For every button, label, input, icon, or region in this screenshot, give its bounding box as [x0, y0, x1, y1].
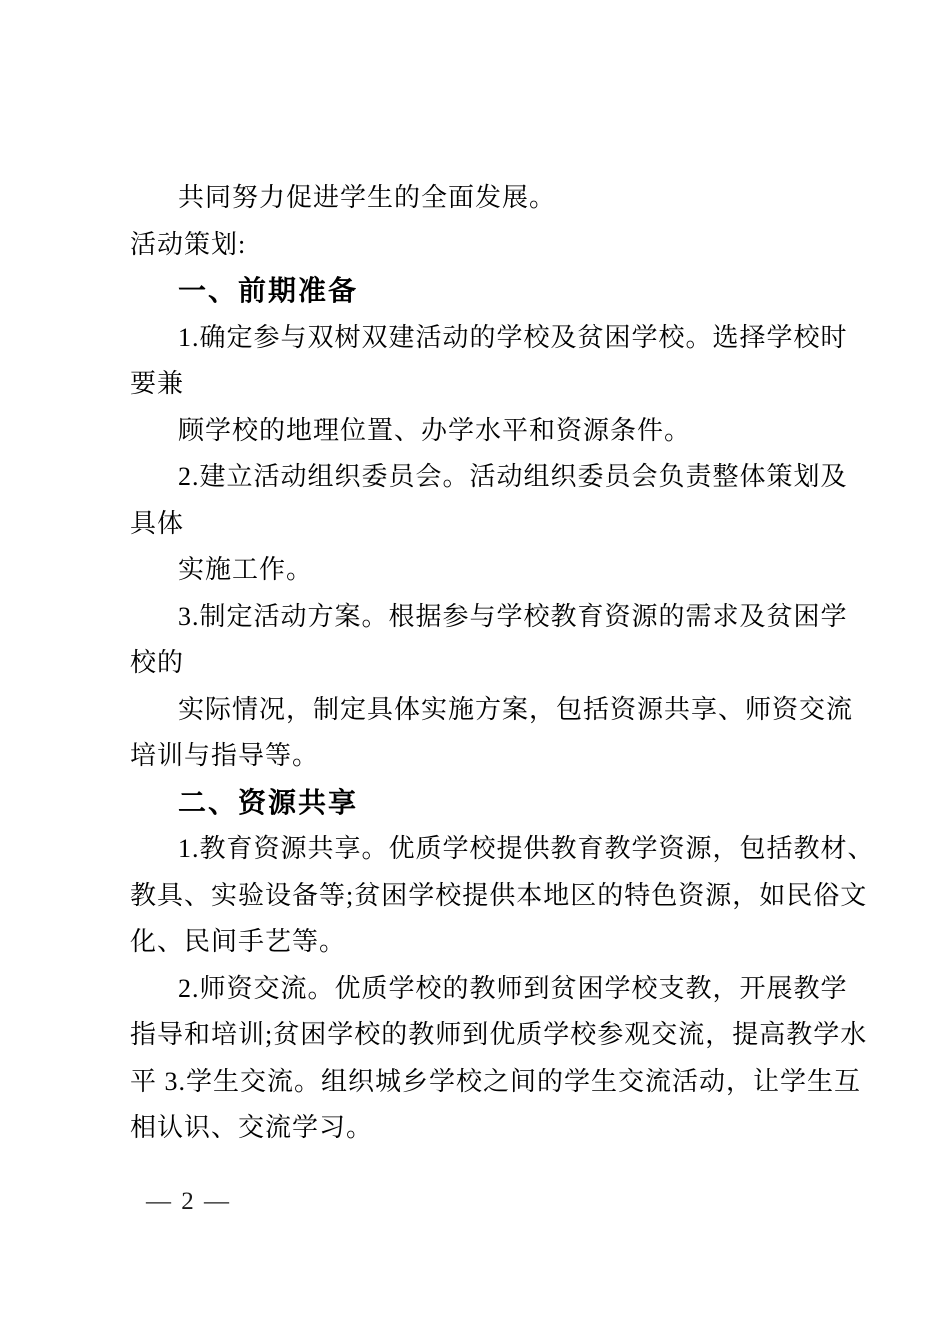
text-line: 3.制定活动方案。根据参与学校教育资源的需求及贫困学	[178, 601, 848, 631]
text-line: 化、民间手艺等。	[130, 927, 347, 956]
text-line: 具体	[130, 508, 185, 538]
text-line: 实施工作。	[178, 555, 314, 584]
text-line: 2.师资交流。优质学校的教师到贫困学校支教，开展教学	[178, 973, 848, 1003]
page-footer	[146, 1184, 231, 1220]
text-line: 共同努力促进学生的全面发展。	[178, 183, 557, 212]
text-line: 1.确定参与双树双建活动的学校及贫困学校。选择学校时	[178, 322, 848, 352]
section-heading: 二、资源共享	[178, 786, 359, 818]
text-line: 要兼	[130, 369, 185, 398]
text-line: 指导和培训;贫困学校的教师到优质学校参观交流，提高教学水	[130, 1020, 868, 1049]
text-line: 顾学校的地理位置、办学水平和资源条件。	[178, 415, 692, 445]
text-line: 活动策划:	[130, 229, 247, 259]
section-heading: 一、前期准备	[178, 275, 359, 306]
page-number: — 2 —	[146, 1188, 231, 1215]
text-line: 相认识、交流学习。	[130, 1113, 374, 1142]
text-line: 1.教育资源共享。优质学校提供教育教学资源，包括教材、	[178, 834, 875, 863]
text-line: 教具、实验设备等;贫困学校提供本地区的特色资源，如民俗文	[130, 880, 868, 910]
document-body	[130, 175, 875, 1152]
text-line: 平 3.学生交流。组织城乡学校之间的学生交流活动，让学生互	[130, 1066, 862, 1096]
text-line: 2.建立活动组织委员会。活动组织委员会负责整体策划及	[178, 462, 848, 491]
text-line: 实际情况，制定具体实施方案，包括资源共享、师资交流	[178, 694, 854, 724]
text-line: 校的	[130, 648, 185, 677]
text-line: 培训与指导等。	[130, 741, 320, 770]
